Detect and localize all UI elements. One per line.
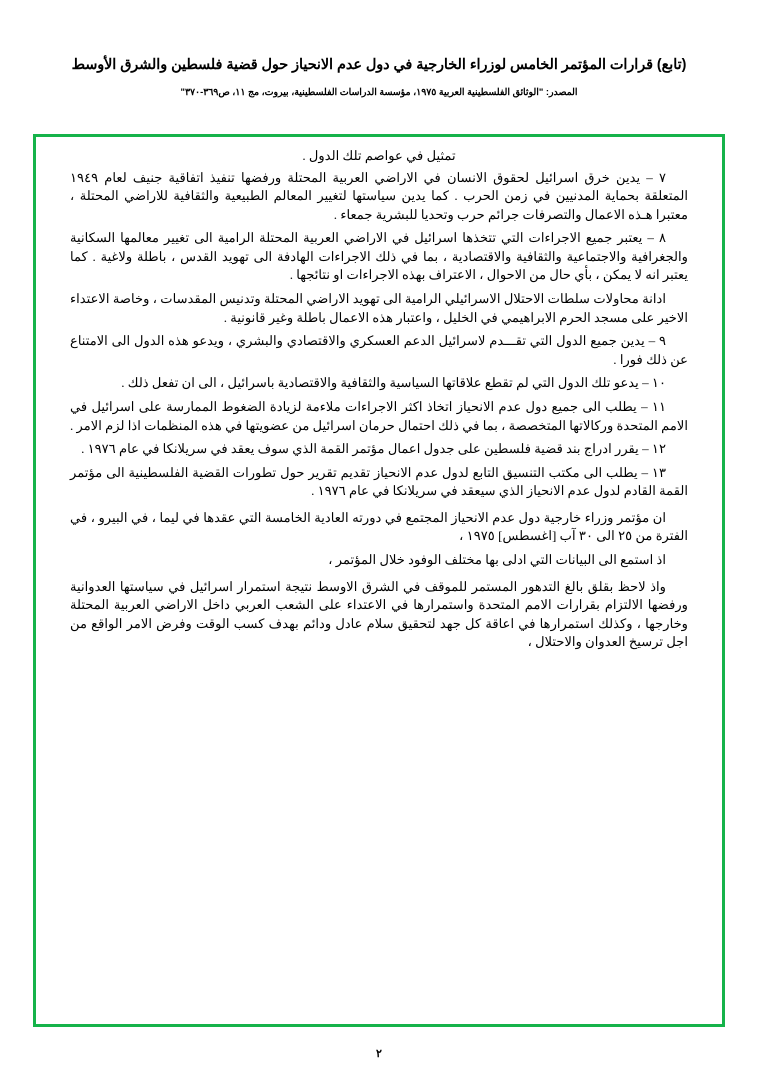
page-number: ٢: [376, 1048, 382, 1060]
paragraph-continuation: تمثيل في عواصم تلك الدول .: [302, 148, 456, 163]
page-title: (تابع) قرارات المؤتمر الخامس لوزراء الخارجية في دول عدم الانحياز حول قضية فلسطين والشرق الأوسط: [71, 57, 687, 73]
clause-12: ١٢ – يقرر ادراج بند قضية فلسطين على جدول اعمال مؤتمر القمة الذي سوف يعقد في سريلانكا في عام ١٩٧٦ .: [81, 441, 666, 457]
clause-10: ١٠ – يدعو تلك الدول التي لم تقطع علاقاتها السياسية والثقافية والاقتصادية باسرائيل ، الى ان تفعل ذلك .: [121, 375, 666, 391]
clause-condemnation: ادانة محاولات سلطات الاحتلال الاسرائيلي الرامية الى تهويد الاراضي المحتلة وتدنيس المقدسات ، وخاصة الاعتداء الاخير على مسجد الحرم الابراهيمي في الخليل ، واعتبار هذه الاعمال باطلة وغير قانونية .: [70, 291, 688, 325]
clause-11: ١١ – يطلب الى جميع دول عدم الانحياز اتخاذ اكثر الاجراءات ملاءمة لزيادة الضغوط الممارسة على اسرائيل في الامم المتحدة وركالاتها المتخصصة ، بما في ذلك احتمال حرمان اسرائيل من عضويتها في هذه المنظمات اذا لزم الامر .: [70, 398, 688, 433]
clause-13: ١٣ – يطلب الى مكتب التنسيق التابع لدول عدم الانحياز تقديم تقرير حول تطورات القضية الفلسطينية الى مؤتمر القمة القادم لدول عدم الانحياز الذي سيعقد في سريلانكا في عام ١٩٧٦ .: [70, 464, 688, 499]
clause-7: ٧ – يدين خرق اسرائيل لحقوق الانسان في الاراضي العربية المحتلة ورفضها تنفيذ اتفاقية جنيف لعام ١٩٤٩ المتعلقة بحماية المدنيين في زمن الحرب . كما يدين سياستها لتغيير المعالم الطبيعية والثقافية للاراضي المحتلة ، معتبرا هـذه الاعمال والتصرفات جرائم حرب وتحديا للبشرية جمعاء .: [70, 169, 688, 222]
preamble-session: ان مؤتمر وزراء خارجية دول عدم الانحياز المجتمع في دورته العادية الخامسة التي عقدها في ليما ، في البيرو ، في الفترة من ٢٥ الى ٣٠ آب [اغسطس] ١٩٧٥ ،: [70, 509, 688, 544]
clause-9: ٩ – يدين جميع الدول التي تقـــدم لاسرائيل الدعم العسكري والاقتصادي والبشري ، ويدعو هذه الدول الى الامتناع عن ذلك فورا .: [70, 333, 688, 367]
preamble-concern: واذ لاحظ بقلق بالغ التدهور المستمر للموقف في الشرق الاوسط نتيجة استمرار اسرائيل في سياستها العدوانية ورفضها الالتزام بقرارات الامم المتحدة واستمرارها في الاعتداء على الشعب العربي داخل الاراضي العربية المحتلة وخارجها ، وكذلك استمرارها في اعاقة كل جهد لتحقيق سلام عادل ودائم بهدف كسب الوقت وفرض الامر الواقع من اجل ترسيخ العدوان والاحتلال ،: [70, 578, 688, 650]
document-body: [36, 137, 722, 1024]
clause-8: ٨ – يعتبر جميع الاجراءات التي تتخذها اسرائيل في الاراضي العربية المحتلة الرامية الى تغيير معالمها السكانية والجغرافية والاجتماعية والثقافية والاقتصادية ، بما في ذلك الاجراءات الهادفة الى تهويد القدس ، باطلة ولاغية . كما يعتبر انه لا يمكن ، بأي حال من الاحوال ، الاعتراف بهذه الاجراءات او نتائجها .: [70, 230, 688, 283]
content-frame: [33, 134, 725, 1027]
source-line: المصدر: "الوثائق الفلسطينية العربية ١٩٧٥، مؤسسة الدراسات الفلسطينية، بيروت، مج ١١، ص٣٦٩-٣٧٠": [180, 85, 578, 97]
preamble-statements: اذ استمع الى البيانات التي ادلى بها مختلف الوفود خلال المؤتمر ،: [328, 551, 666, 567]
document-header: [0, 0, 758, 98]
